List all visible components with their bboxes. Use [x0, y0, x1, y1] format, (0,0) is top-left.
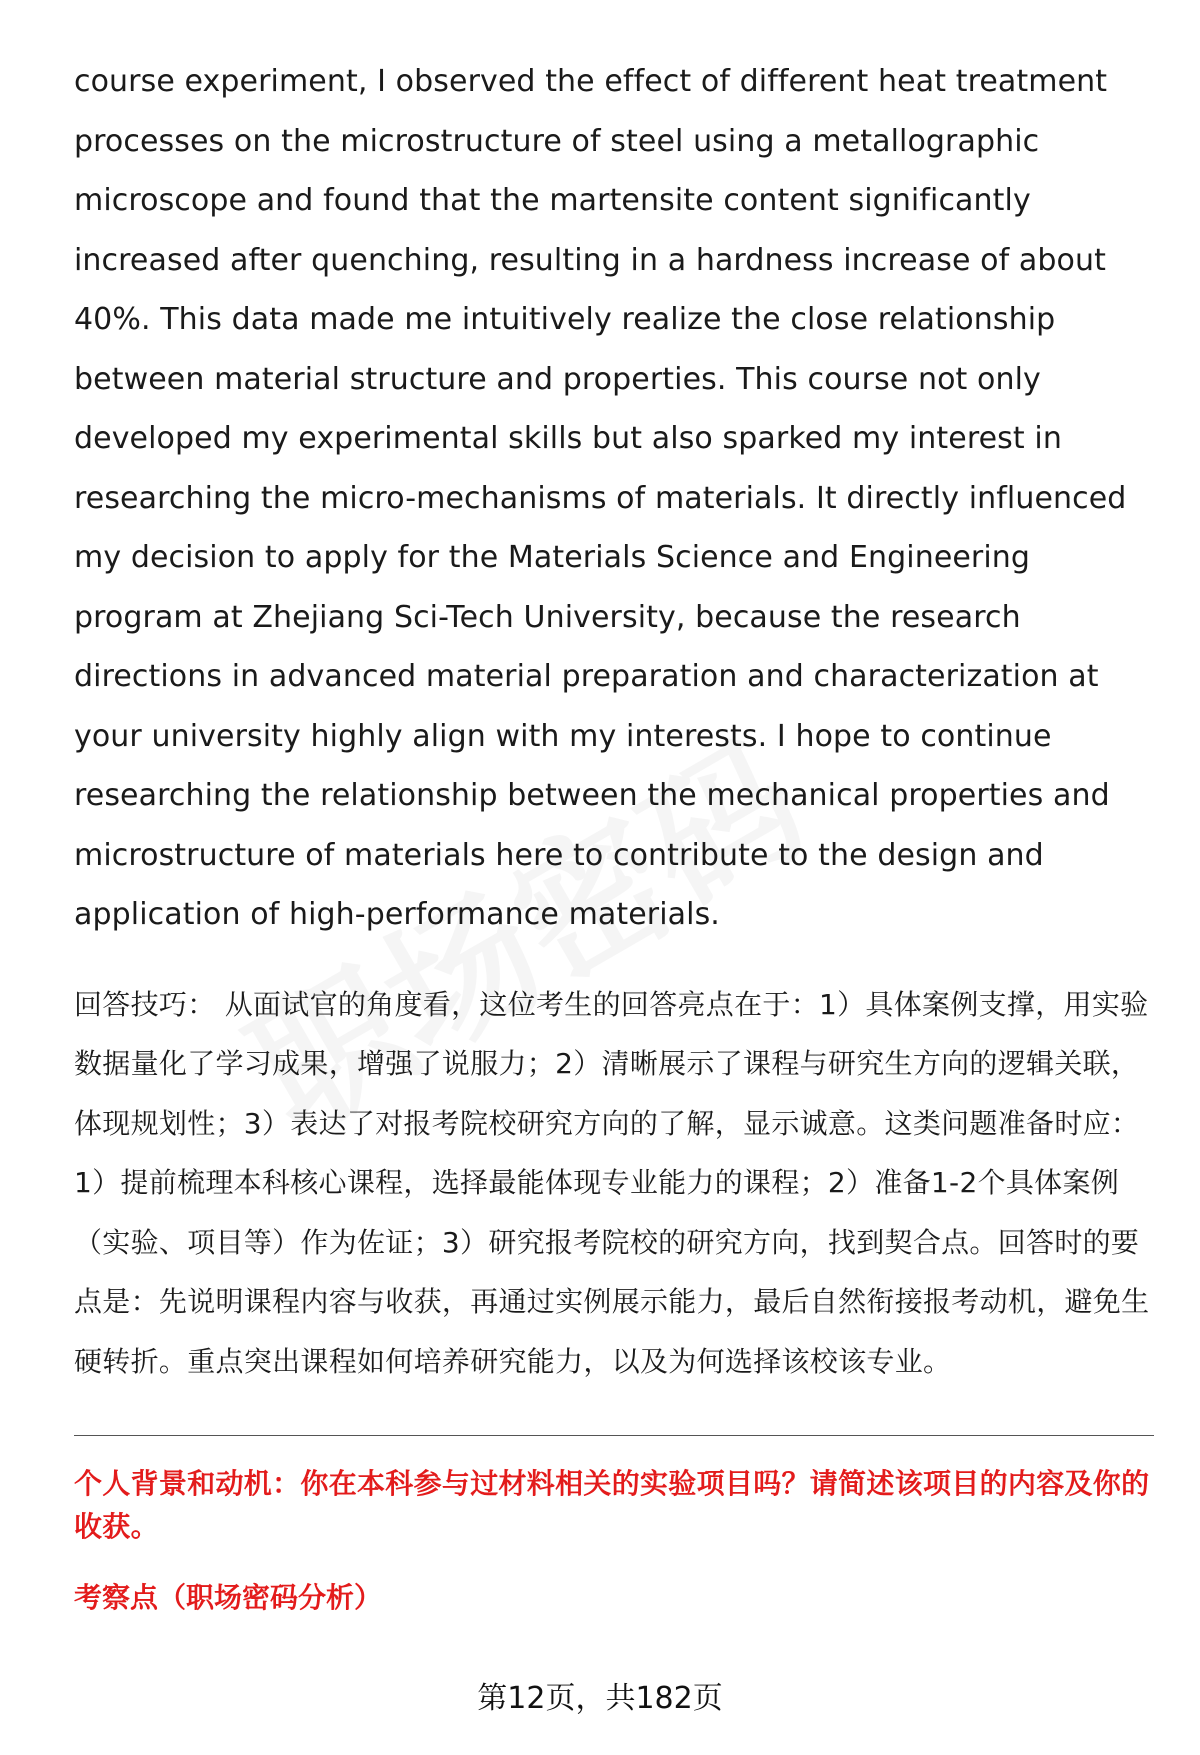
section-divider	[74, 1435, 1154, 1436]
section-heading: 考察点（职场密码分析）	[74, 1581, 383, 1614]
document-page	[74, 52, 1164, 1618]
question-heading: 个人背景和动机：你在本科参与过材料相关的实验项目吗？请简述该项目的内容及你的收获。	[74, 1467, 1150, 1543]
answer-paragraph: course experiment, I observed the effect of different heat treatment processes on the microstructure of steel using a metallographic microscope and found that the martensite content significantly increased after quenching, resulting in a hardness increase of about 40%. This data made me intuitively realize the close relationship between material structure and properties. This course not only developed my experimental skills but also sparked my interest in researching the micro-mechanisms of materials. It directly influenced my decision to apply for the Materials Science and Engineering program at Zhejiang Sci-Tech University, because the research directions in advanced material preparation and characterization at your university highly align with my interests. I hope to continue researching the relationship between the mechanical properties and microstructure of materials here to contribute to the design and application of high-performance materials.	[74, 64, 1127, 932]
page-indicator: 第12页，共182页	[477, 1681, 723, 1716]
tips-paragraph: 回答技巧： 从面试官的角度看，这位考生的回答亮点在于：1）具体案例支撑，用实验数据量化了学习成果，增强了说服力；2）清晰展示了课程与研究生方向的逻辑关联，体现规划性；3）表达了对报考院校研究方向的了解，显示诚意。这类问题准备时应：1）提前梳理本科核心课程，选择最能体现专业能力的课程；2）准备1-2个具体案例（实验、项目等）作为佐证；3）研究报考院校的研究方向，找到契合点。回答时的要点是：先说明课程内容与收获，再通过实例展示能力，最后自然衔接报考动机，避免生硬转折。重点突出课程如何培养研究能力，以及为何选择该校该专业。	[74, 987, 1150, 1378]
